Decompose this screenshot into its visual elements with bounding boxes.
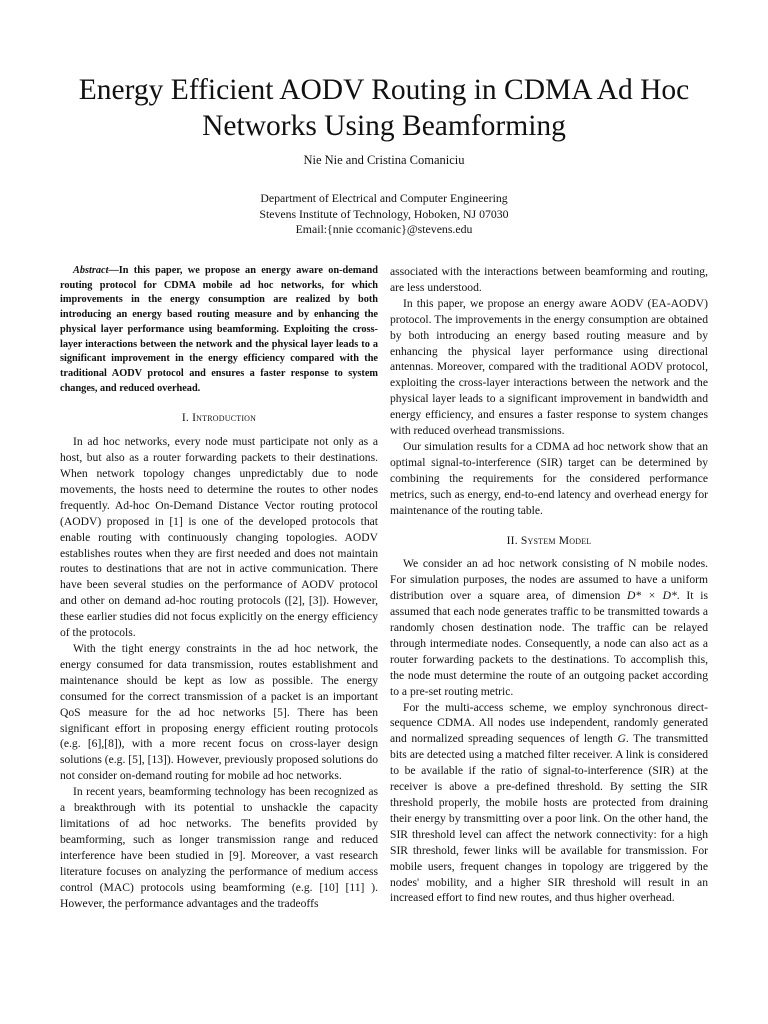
system-paragraph-2 [390,700,708,907]
system-paragraph-1 [390,556,708,699]
affiliation-email: Email:{nnie ccomanic}@stevens.edu [295,222,473,236]
intro-paragraph-2: With the tight energy constraints in the ad hoc network, the energy consumed for data transmission, routes establishment and maintenance should be kept as low as possible. The energy consumed for the correct transmission of a packet is an important QoS measure for the ad hoc networks [5]. There has been significant effort in proposing energy efficient routing protocols (e.g. [6],[8]), with a more recent focus on cross-layer design solutions (e.g. [5], [13]). However, previously proposed solutions do not consider on-demand routing for mobile ad hoc networks. [60,642,378,783]
intro-paragraph-4: In this paper, we propose an energy aware AODV (EA-AODV) protocol. The improvements in the energy consumption are obtained by both introducing an energy based routing measure and by enhancing the physical layer performance using directional antennas. Moreover, compared with the traditional AODV protocol, exploiting the cross-layer interactions between the network and the physical layer leads to a significant improvement in bandwidth and energy efficiency, and ensures a faster response to system changes with reduced overhead transmissions. [390,296,708,438]
abstract-text: In this paper, we propose an energy aware on-demand routing protocol for CDMA mobile ad hoc networks, for which improvements in the energy consumption are realized by both introducing an energy based routing measure and by enhancing the physical layer performance using beamforming. Exploiting the cross-layer interactions between the network and the physical layer leads to a significant improvement in the energy efficiency compared with the traditional AODV protocol and ensures a faster response to system changes, and reduced overhead. [60,265,378,394]
affiliation [0,191,768,238]
left-column [60,264,378,911]
abstract-dash: — [108,265,119,276]
right-column [390,264,708,906]
affiliation-department: Department of Electrical and Computer Engineering [260,191,508,205]
intro-paragraph-1: In ad hoc networks, every node must participate not only as a host, but also as a router forwarding packets to their destinations. When network topology changes unpredictably due to node movements, the hosts need to determine the routes to other nodes frequently. Ad-hoc On-Demand Distance Vector routing protocol (AODV) proposed in [1] is one of the developed protocols that enable routing with continuously changing topologies. AODV establishes routes when they are first needed and does not maintain routes to destinations that are not in active communication. There have been several studies on the performance of AODV protocol and other on demand ad-hoc routing protocols ([2], [3]). However, these earlier studies did not focus explicitly on the energy efficiency of the protocols. [60,435,378,640]
section-heading-introduction: I. Introduction [181,411,257,425]
title-line-2: Networks Using Beamforming [202,110,566,142]
abstract-lead: Abstract [73,265,109,276]
affiliation-institute: Stevens Institute of Technology, Hoboken, NJ 07030 [259,206,509,221]
system-p2-text-b: . The transmitted bits are detected using a matched filter receiver. A link is considered to be available if the ratio of signal-to-interference (SIR) at the receiver is above a pre-defined threshold. By setting the SIR threshold properly, the mobile hosts are protected from draining their energy by transmitting over a poor link. On the other hand, the SIR threshold level can affect the network connectivity: for a high SIR threshold, fewer links will be available for transmission. For mobile users, frequent changes in topology are triggered by the nodes' mobility, and a higher SIR threshold will result in an increased effort to find new routes, and thus higher overhead. [390,732,708,905]
abstract [60,264,378,396]
intro-paragraph-3: In recent years, beamforming technology has been recognized as a breakthrough with its potential to unshackle the capacity limitations of ad hoc networks. The benefits provided by beamforming, such as longer transmission range and reduced interference have been studied in [9]. Moreover, a vast research literature focuses on analyzing the performance of medium access control (MAC) protocols using beamforming (e.g. [10] [11] ). However, the performance advantages and the tradeoffs [60,785,378,910]
math-sequence-length: G [617,732,626,746]
system-p1-text-b: . It is assumed that each node generates traffic to be transmitted towards a randomly chosen destination node. The traffic can be relayed through intermediate nodes. Consequently, a node can also act as a router forwarding packets to the destinations. To accomplish this, the node must determine the route of an outgoing packet according to a pre-set routing metric. [390,589,709,698]
intro-paragraph-3-continued: associated with the interactions between beamforming and routing, are less understood. [390,265,708,294]
math-dimension: D* × D* [627,589,677,603]
section-heading-system-model: II. System Model [506,533,592,547]
title-line-1: Energy Efficient AODV Routing in CDMA Ad Hoc [78,74,690,106]
system-p2-text-a: For the multi-access scheme, we employ synchronous direct-sequence CDMA. All nodes use independent, randomly generated and normalized spreading sequences of length [390,700,708,746]
paper-title [40,72,728,144]
system-p1-text-a: We consider an ad hoc network consisting of N mobile nodes. For simulation purposes, the nodes are assumed to have a uniform distribution over a square area, of dimension [390,557,708,603]
intro-paragraph-5: Our simulation results for a CDMA ad hoc network show that an optimal signal-to-interference (SIR) target can be determined by combining the requirements for the considered performance metrics, such as energy, end-to-end latency and overhead energy for maintenance of the routing table. [390,439,708,517]
author-list: Nie Nie and Cristina Comaniciu [303,153,465,167]
